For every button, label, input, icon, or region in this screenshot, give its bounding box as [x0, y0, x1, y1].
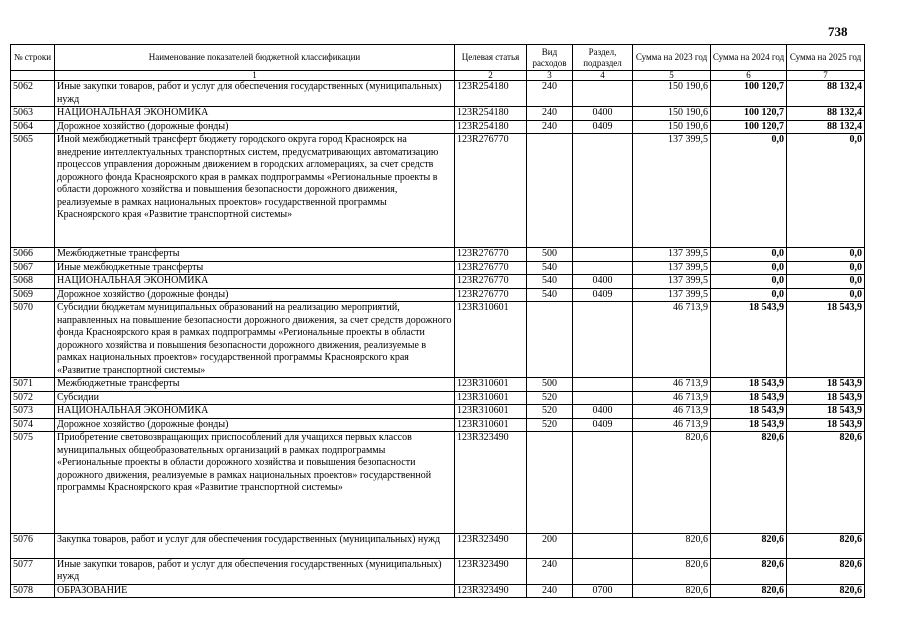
section-subsection: 0400 [573, 275, 633, 289]
sum-2025: 0,0 [787, 275, 865, 289]
expense-kind: 240 [527, 107, 573, 121]
sum-2024: 820,6 [711, 558, 787, 584]
sum-2023: 46 713,9 [633, 302, 711, 378]
sum-2025: 18 543,9 [787, 378, 865, 392]
target-article: 123R276770 [455, 261, 527, 275]
section-subsection [573, 533, 633, 558]
target-article: 123R276770 [455, 248, 527, 262]
sum-2025: 820,6 [787, 558, 865, 584]
table-row [11, 288, 865, 302]
table-row [11, 584, 865, 598]
row-name: Межбюджетные трансферты [55, 248, 455, 262]
expense-kind: 240 [527, 584, 573, 598]
target-article: 123R310601 [455, 378, 527, 392]
sum-2024: 100 120,7 [711, 107, 787, 121]
col-index: 7 [787, 71, 865, 81]
row-number: 5069 [11, 288, 55, 302]
sum-2023: 137 399,5 [633, 275, 711, 289]
sum-2024: 18 543,9 [711, 302, 787, 378]
expense-kind: 520 [527, 418, 573, 432]
target-article: 123R276770 [455, 134, 527, 248]
section-subsection [573, 134, 633, 248]
section-subsection [573, 378, 633, 392]
table-row [11, 432, 865, 534]
col-header-section: Раздел, подраздел [573, 45, 633, 71]
section-subsection: 0700 [573, 584, 633, 598]
section-subsection [573, 558, 633, 584]
row-name: Иной межбюджетный трансферт бюджету городского округа город Красноярск на внедрение интеллектуальных транспортных систем, предусматривающих автоматизацию процессов управления дорожным движением в городских агломерациях, за счет средств дорожного фонда Красноярского края в рамках подпрограммы «Региональные проекты в области дорожного хозяйства и повышения безопасности дорожного движения, реализуемые в рамках национальных проектов» государственной программы Красноярского края «Развитие транспортной системы» [55, 134, 455, 248]
target-article: 123R254180 [455, 120, 527, 134]
table-row [11, 275, 865, 289]
row-number: 5070 [11, 302, 55, 378]
row-name: НАЦИОНАЛЬНАЯ ЭКОНОМИКА [55, 405, 455, 419]
table-row [11, 378, 865, 392]
sum-2023: 46 713,9 [633, 418, 711, 432]
table-row [11, 533, 865, 558]
col-header-name: Наименование показателей бюджетной классификации [55, 45, 455, 71]
sum-2024: 0,0 [711, 248, 787, 262]
sum-2025: 88 132,4 [787, 120, 865, 134]
page-number: 738 [828, 24, 848, 39]
table-row [11, 81, 865, 107]
sum-2025: 88 132,4 [787, 107, 865, 121]
row-number: 5063 [11, 107, 55, 121]
col-header-row-no: № строки [11, 45, 55, 71]
section-subsection: 0400 [573, 107, 633, 121]
sum-2023: 137 399,5 [633, 134, 711, 248]
target-article: 123R323490 [455, 558, 527, 584]
expense-kind: 500 [527, 248, 573, 262]
row-name: Иные закупки товаров, работ и услуг для обеспечения государственных (муниципальных) нужд [55, 558, 455, 584]
sum-2024: 18 543,9 [711, 418, 787, 432]
section-subsection: 0409 [573, 418, 633, 432]
table-row [11, 248, 865, 262]
target-article: 123R254180 [455, 107, 527, 121]
table-row [11, 391, 865, 405]
section-subsection [573, 248, 633, 262]
table-row [11, 405, 865, 419]
row-name: Субсидии [55, 391, 455, 405]
row-number: 5067 [11, 261, 55, 275]
row-name: Приобретение световозвращающих приспособлений для учащихся первых классов муниципальных общеобразовательных организаций в рамках подпрограммы «Региональные проекты в области дорожного хозяйства и повышения безопасности дорожного движения, реализуемые в рамках национальных проектов» государственной программы Красноярского края «Развитие транспортной системы» [55, 432, 455, 534]
sum-2024: 0,0 [711, 261, 787, 275]
row-number: 5077 [11, 558, 55, 584]
row-number: 5072 [11, 391, 55, 405]
target-article: 123R310601 [455, 302, 527, 378]
sum-2023: 820,6 [633, 558, 711, 584]
row-number: 5076 [11, 533, 55, 558]
sum-2024: 820,6 [711, 432, 787, 534]
target-article: 123R310601 [455, 391, 527, 405]
expense-kind [527, 432, 573, 534]
expense-kind: 240 [527, 558, 573, 584]
expense-kind: 240 [527, 81, 573, 107]
target-article: 123R254180 [455, 81, 527, 107]
sum-2023: 150 190,6 [633, 81, 711, 107]
section-subsection [573, 81, 633, 107]
sum-2025: 0,0 [787, 261, 865, 275]
sum-2025: 88 132,4 [787, 81, 865, 107]
sum-2025: 18 543,9 [787, 391, 865, 405]
sum-2023: 820,6 [633, 432, 711, 534]
sum-2023: 137 399,5 [633, 261, 711, 275]
row-number: 5074 [11, 418, 55, 432]
expense-kind: 200 [527, 533, 573, 558]
expense-kind: 540 [527, 288, 573, 302]
sum-2023: 46 713,9 [633, 378, 711, 392]
expense-kind: 520 [527, 405, 573, 419]
sum-2023: 137 399,5 [633, 248, 711, 262]
row-number: 5075 [11, 432, 55, 534]
table-row [11, 120, 865, 134]
target-article: 123R276770 [455, 288, 527, 302]
table-row [11, 558, 865, 584]
row-name: Закупка товаров, работ и услуг для обеспечения государственных (муниципальных) нужд [55, 533, 455, 558]
expense-kind: 240 [527, 120, 573, 134]
budget-table [10, 44, 865, 598]
row-name: Межбюджетные трансферты [55, 378, 455, 392]
col-header-2025: Сумма на 2025 год [787, 45, 865, 71]
target-article: 123R323490 [455, 432, 527, 534]
sum-2024: 18 543,9 [711, 391, 787, 405]
expense-kind: 500 [527, 378, 573, 392]
table-body [11, 81, 865, 598]
sum-2023: 137 399,5 [633, 288, 711, 302]
table-row [11, 418, 865, 432]
section-subsection [573, 432, 633, 534]
sum-2024: 0,0 [711, 288, 787, 302]
row-number: 5073 [11, 405, 55, 419]
row-name: ОБРАЗОВАНИЕ [55, 584, 455, 598]
expense-kind [527, 134, 573, 248]
sum-2025: 18 543,9 [787, 405, 865, 419]
section-subsection [573, 391, 633, 405]
col-header-kind: Вид расходов [527, 45, 573, 71]
table-row [11, 134, 865, 248]
section-subsection [573, 261, 633, 275]
sum-2024: 820,6 [711, 533, 787, 558]
sum-2024: 0,0 [711, 134, 787, 248]
col-index: 3 [527, 71, 573, 81]
row-name: Дорожное хозяйство (дорожные фонды) [55, 418, 455, 432]
section-subsection: 0400 [573, 405, 633, 419]
sum-2025: 820,6 [787, 533, 865, 558]
target-article: 123R310601 [455, 418, 527, 432]
target-article: 123R276770 [455, 275, 527, 289]
col-index: 4 [573, 71, 633, 81]
row-number: 5068 [11, 275, 55, 289]
row-name: Дорожное хозяйство (дорожные фонды) [55, 288, 455, 302]
col-header-target: Целевая статья [455, 45, 527, 71]
sum-2025: 0,0 [787, 248, 865, 262]
column-index-row [11, 71, 865, 81]
expense-kind: 540 [527, 261, 573, 275]
sum-2023: 820,6 [633, 533, 711, 558]
sum-2023: 150 190,6 [633, 107, 711, 121]
row-number: 5065 [11, 134, 55, 248]
table-header-row [11, 45, 865, 71]
row-number: 5062 [11, 81, 55, 107]
sum-2023: 820,6 [633, 584, 711, 598]
col-index: 6 [711, 71, 787, 81]
sum-2025: 0,0 [787, 288, 865, 302]
row-number: 5071 [11, 378, 55, 392]
table-row [11, 302, 865, 378]
target-article: 123R323490 [455, 584, 527, 598]
sum-2024: 18 543,9 [711, 378, 787, 392]
row-number: 5064 [11, 120, 55, 134]
sum-2025: 18 543,9 [787, 418, 865, 432]
sum-2024: 820,6 [711, 584, 787, 598]
target-article: 123R310601 [455, 405, 527, 419]
col-header-2023: Сумма на 2023 год [633, 45, 711, 71]
row-name: Субсидии бюджетам муниципальных образований на реализацию мероприятий, направленных на повышение безопасности дорожного движения, за счет средств дорожного фонда Красноярского края в рамках подпрограммы «Региональные проекты в области дорожного хозяйства и повышения безопасности дорожного движения, реализуемые в рамках национальных проектов» государственной программы Красноярского края «Развитие транспортной системы» [55, 302, 455, 378]
col-index: 2 [455, 71, 527, 81]
expense-kind: 520 [527, 391, 573, 405]
sum-2025: 0,0 [787, 134, 865, 248]
sum-2025: 820,6 [787, 584, 865, 598]
col-index: 5 [633, 71, 711, 81]
col-header-2024: Сумма на 2024 год [711, 45, 787, 71]
sum-2023: 46 713,9 [633, 391, 711, 405]
row-name: Дорожное хозяйство (дорожные фонды) [55, 120, 455, 134]
sum-2024: 18 543,9 [711, 405, 787, 419]
expense-kind: 540 [527, 275, 573, 289]
row-name: Иные межбюджетные трансферты [55, 261, 455, 275]
expense-kind [527, 302, 573, 378]
section-subsection: 0409 [573, 120, 633, 134]
col-index: 1 [55, 71, 455, 81]
row-name: НАЦИОНАЛЬНАЯ ЭКОНОМИКА [55, 275, 455, 289]
col-index-blank [11, 71, 55, 81]
section-subsection: 0409 [573, 288, 633, 302]
sum-2024: 0,0 [711, 275, 787, 289]
sum-2025: 18 543,9 [787, 302, 865, 378]
sum-2023: 46 713,9 [633, 405, 711, 419]
table-row [11, 261, 865, 275]
sum-2023: 150 190,6 [633, 120, 711, 134]
row-number: 5078 [11, 584, 55, 598]
sum-2025: 820,6 [787, 432, 865, 534]
target-article: 123R323490 [455, 533, 527, 558]
row-name: НАЦИОНАЛЬНАЯ ЭКОНОМИКА [55, 107, 455, 121]
sum-2024: 100 120,7 [711, 120, 787, 134]
sum-2024: 100 120,7 [711, 81, 787, 107]
row-number: 5066 [11, 248, 55, 262]
row-name: Иные закупки товаров, работ и услуг для обеспечения государственных (муниципальных) нужд [55, 81, 455, 107]
section-subsection [573, 302, 633, 378]
table-row [11, 107, 865, 121]
